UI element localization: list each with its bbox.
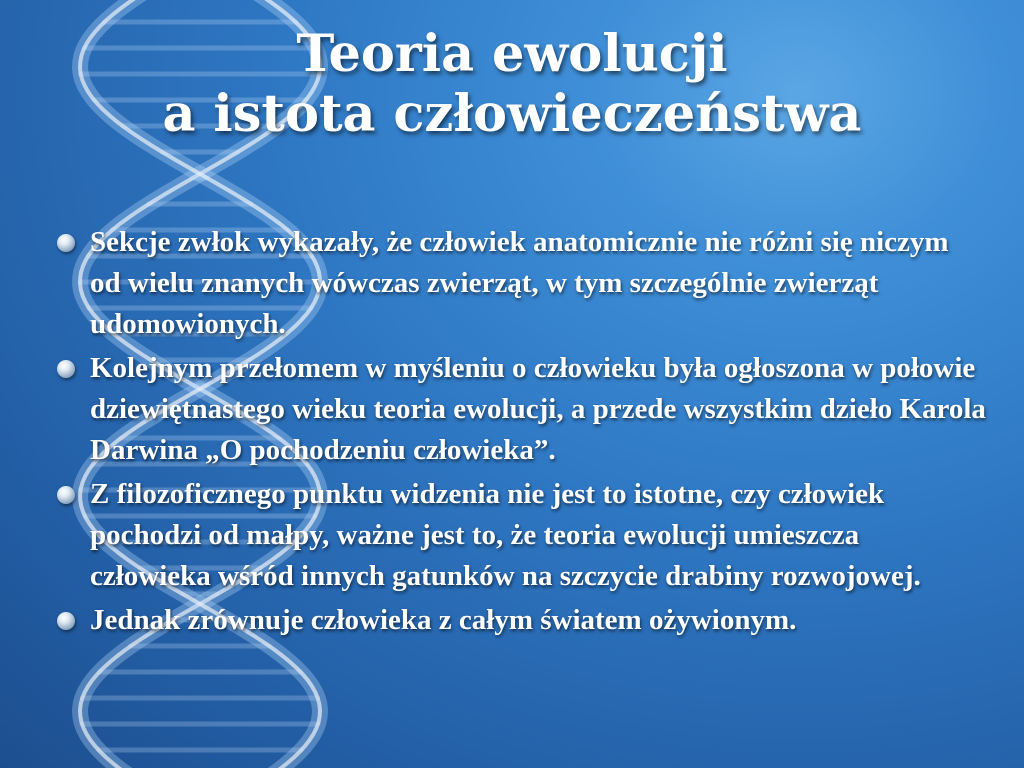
- slide-title: [60, 24, 964, 144]
- round-bullet-icon: [57, 612, 75, 630]
- bullet-text: Jednak zrównuje człowieka z całym światem ożywionym.: [90, 604, 797, 636]
- bullet-text: Sekcje zwłok wykazały, że człowiek anatomicznie nie różni się niczym od wielu znanych wówczas zwierząt, w tym szczególnie zwierząt udomowionych.: [90, 226, 949, 340]
- title-line-1: Teoria ewolucji: [296, 24, 728, 84]
- bullet-item: [56, 348, 986, 471]
- bullet-item: [56, 222, 986, 345]
- bullet-text: Kolejnym przełomem w myśleniu o człowieku była ogłoszona w połowie dziewiętnastego wieku teoria ewolucji, a przede wszystkim dzieło Karola Darwina „O pochodzeniu człowieka”.: [90, 352, 986, 466]
- round-bullet-icon: [57, 486, 75, 504]
- bullet-list: [56, 222, 986, 644]
- round-bullet-icon: [57, 234, 75, 252]
- bullet-item: [56, 600, 986, 641]
- round-bullet-icon: [57, 360, 75, 378]
- bullet-text: Z filozoficznego punktu widzenia nie jest to istotne, czy człowiek pochodzi od małpy, ważne jest to, że teoria ewolucji umieszcza człowieka wśród innych gatunków na szczycie drabiny rozwojowej.: [90, 478, 921, 592]
- title-line-2: a istota człowieczeństwa: [162, 84, 862, 144]
- bullet-item: [56, 474, 986, 597]
